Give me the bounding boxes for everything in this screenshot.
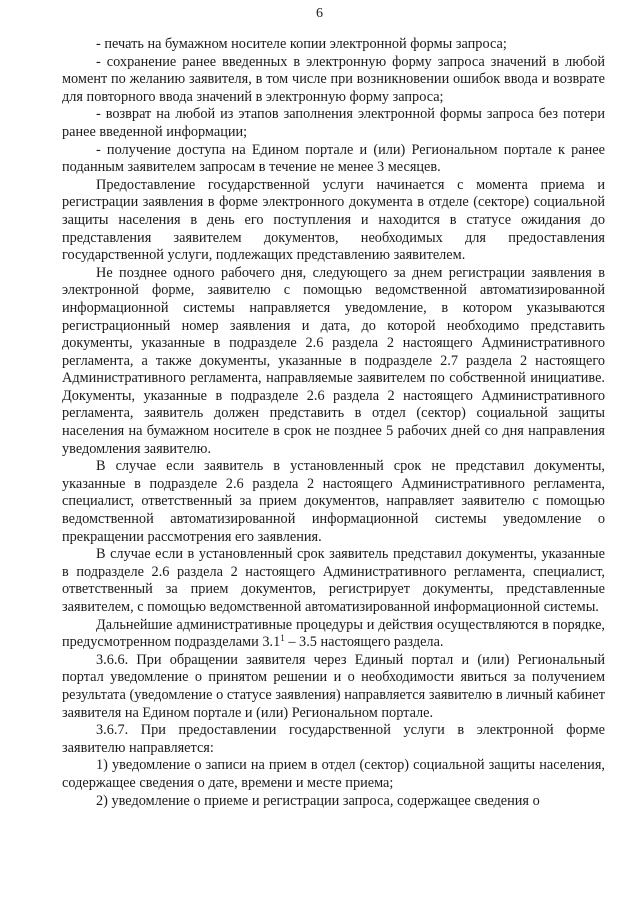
page-number: 6	[316, 6, 323, 21]
list-item-save-values: - сохранение ранее введенных в электронную форму запроса значений в любой момент по желанию заявителя, в том числе при возникновении ошибок ввода и возврате для повторного ввода значений в электронную форму запроса;	[62, 53, 605, 105]
paragraph-service-start: Предоставление государственной услуги начинается с момента приема и регистрации заявления в форме электронного документа в отделе (секторе) социальной защиты населения в день его поступления и находится в статусе ожидания до представления заявителем документов, необходимых для предоставления государственной услуги, подлежащих представлению заявителем.	[62, 176, 605, 264]
procedures-superscript: 1	[280, 633, 285, 644]
paragraph-notification: Не позднее одного рабочего дня, следующего за днем регистрации заявления в электронной форме, заявителю с помощью ведомственной автоматизированной информационной системы направляется уведомление, в котором указываются регистрационный номер заявления и дата, до которой необходимо представить документы, указанные в подразделе 2.6 раздела 2 настоящего Административного регламента, а также документы, указанные в подразделе 2.7 раздела 2 настоящего Административного регламента, направляемые заявителем по собственной инициативе. Документы, указанные в подразделе 2.6 раздела 2 настоящего Административного регламента, заявитель должен представить в отдел (сектор) социальной защиты населения на бумажном носителе в срок не позднее 5 рабочих дней со дня направления уведомления заявителю.	[62, 264, 605, 457]
list-item-appointment: 1) уведомление о записи на прием в отдел (сектор) социальной защиты населения, содержащее сведения о дате, времени и месте приема;	[62, 757, 605, 791]
paragraph-procedures	[62, 617, 605, 652]
document-body	[62, 36, 605, 810]
list-item-print: - печать на бумажном носителе копии электронной формы запроса;	[96, 36, 507, 52]
paragraph-3-6-7: 3.6.7. При предоставлении государственной услуги в электронной форме заявителю направляется:	[62, 722, 605, 756]
list-item-return-step: - возврат на любой из этапов заполнения электронной формы запроса без потери ранее введенной информации;	[62, 106, 605, 140]
procedures-text-after: – 3.5 настоящего раздела.	[284, 634, 444, 651]
paragraph-not-submitted: В случае если заявитель в установленный срок не представил документы, указанные в подразделе 2.6 раздела 2 настоящего Административного регламента, специалист, ответственный за прием документов, направляет заявителю с помощью ведомственной автоматизированной информационной системы уведомление о прекращении рассмотрения его заявления.	[62, 458, 605, 545]
list-item-registration: 2) уведомление о приеме и регистрации запроса, содержащее сведения о	[96, 792, 540, 809]
procedures-text-before: Дальнейшие административные процедуры и действия осуществляются в порядке, предусмотренном подразделами 3.1	[62, 616, 605, 651]
paragraph-submitted: В случае если в установленный срок заявитель представил документы, указанные в подразделе 2.6 раздела 2 настоящего Административного регламента, специалист, ответственный за прием документов, регистрирует документы, представленные заявителем, с помощью ведомственной автоматизированной информационной системы.	[62, 546, 605, 615]
paragraph-3-6-6: 3.6.6. При обращении заявителя через Единый портал и (или) Региональный портал уведомление о принятом решении и о необходимости явиться за получением результата (уведомление о статусе заявления) направляется заявителю в личный кабинет заявителя на Едином портале и (или) Региональном портале.	[62, 651, 605, 721]
list-item-access-requests: - получение доступа на Едином портале и (или) Региональном портале к ранее поданным заявителем запросам в течение не менее 3 месяцев.	[62, 141, 605, 176]
